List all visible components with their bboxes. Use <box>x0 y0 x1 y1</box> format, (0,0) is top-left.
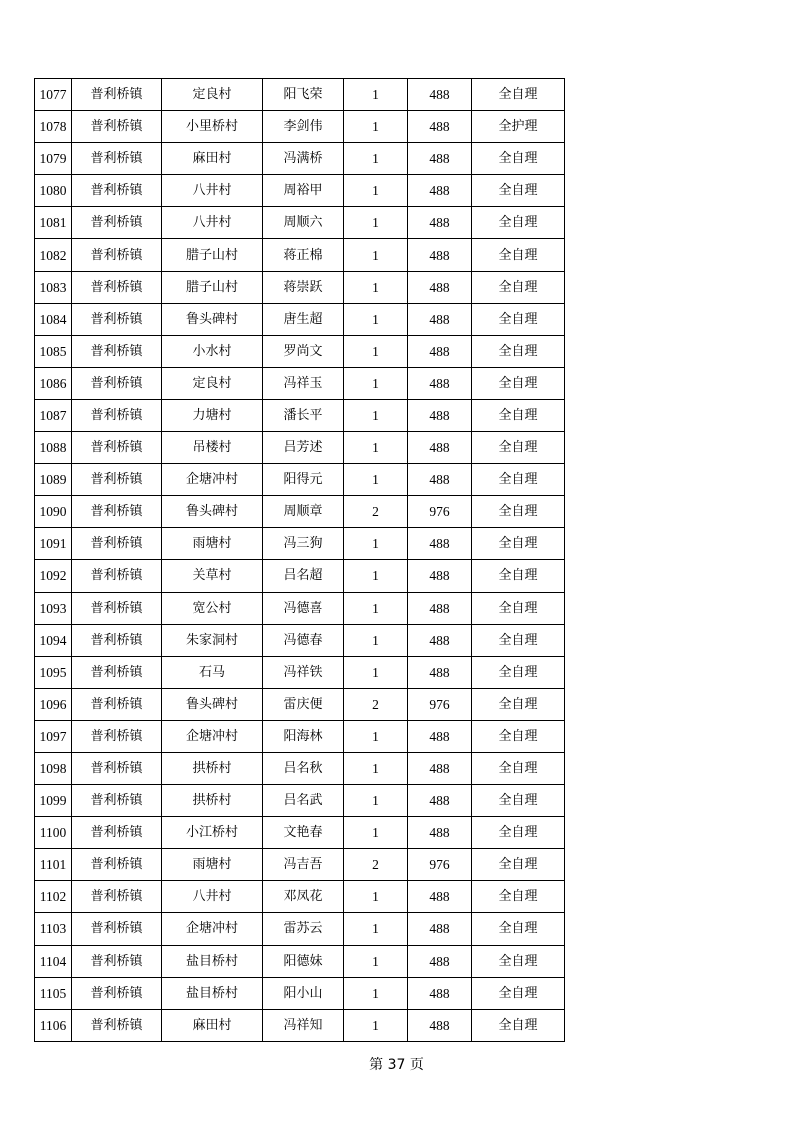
amount-cell: 488 <box>408 335 472 367</box>
care-type-cell: 全自理 <box>472 592 565 624</box>
person-name-cell: 唐生超 <box>263 303 344 335</box>
amount-cell: 488 <box>408 303 472 335</box>
village-cell: 关草村 <box>162 560 263 592</box>
amount-cell: 488 <box>408 624 472 656</box>
village-cell: 鲁头碑村 <box>162 688 263 720</box>
care-type-cell: 全自理 <box>472 207 565 239</box>
table-row <box>35 143 565 175</box>
town-cell: 普利桥镇 <box>72 624 162 656</box>
care-type-cell: 全自理 <box>472 239 565 271</box>
table-row <box>35 303 565 335</box>
row-number: 1103 <box>35 913 72 945</box>
care-type-cell: 全自理 <box>472 752 565 784</box>
count-cell: 1 <box>344 977 408 1009</box>
care-type-cell: 全自理 <box>472 175 565 207</box>
care-type-cell: 全自理 <box>472 785 565 817</box>
care-type-cell: 全自理 <box>472 528 565 560</box>
person-name-cell: 阳小山 <box>263 977 344 1009</box>
amount-cell: 488 <box>408 432 472 464</box>
row-number: 1097 <box>35 720 72 752</box>
amount-cell: 488 <box>408 881 472 913</box>
table-row <box>35 881 565 913</box>
care-type-cell: 全自理 <box>472 367 565 399</box>
row-number: 1098 <box>35 752 72 784</box>
count-cell: 2 <box>344 849 408 881</box>
amount-cell: 488 <box>408 720 472 752</box>
table-row <box>35 207 565 239</box>
row-number: 1106 <box>35 1009 72 1041</box>
table-row <box>35 528 565 560</box>
count-cell: 2 <box>344 496 408 528</box>
table-row <box>35 849 565 881</box>
village-cell: 鲁头碑村 <box>162 303 263 335</box>
table-row <box>35 913 565 945</box>
person-name-cell: 冯祥玉 <box>263 367 344 399</box>
person-name-cell: 李剑伟 <box>263 111 344 143</box>
person-name-cell: 文艳春 <box>263 817 344 849</box>
table-row <box>35 111 565 143</box>
person-name-cell: 冯三狗 <box>263 528 344 560</box>
care-type-cell: 全自理 <box>472 560 565 592</box>
table-row <box>35 175 565 207</box>
amount-cell: 488 <box>408 817 472 849</box>
count-cell: 1 <box>344 817 408 849</box>
row-number: 1096 <box>35 688 72 720</box>
town-cell: 普利桥镇 <box>72 592 162 624</box>
amount-cell: 488 <box>408 464 472 496</box>
row-number: 1080 <box>35 175 72 207</box>
row-number: 1084 <box>35 303 72 335</box>
count-cell: 1 <box>344 592 408 624</box>
person-name-cell: 吕名秋 <box>263 752 344 784</box>
town-cell: 普利桥镇 <box>72 528 162 560</box>
person-name-cell: 阳德妹 <box>263 945 344 977</box>
table-row <box>35 785 565 817</box>
amount-cell: 488 <box>408 239 472 271</box>
row-number: 1083 <box>35 271 72 303</box>
person-name-cell: 雷庆便 <box>263 688 344 720</box>
person-name-cell: 蒋正棉 <box>263 239 344 271</box>
row-number: 1095 <box>35 656 72 688</box>
count-cell: 1 <box>344 720 408 752</box>
count-cell: 1 <box>344 175 408 207</box>
town-cell: 普利桥镇 <box>72 913 162 945</box>
row-number: 1089 <box>35 464 72 496</box>
village-cell: 拱桥村 <box>162 752 263 784</box>
care-type-cell: 全自理 <box>472 656 565 688</box>
amount-cell: 488 <box>408 528 472 560</box>
care-type-cell: 全自理 <box>472 399 565 431</box>
table-row <box>35 624 565 656</box>
person-name-cell: 冯吉吾 <box>263 849 344 881</box>
town-cell: 普利桥镇 <box>72 752 162 784</box>
care-type-cell: 全自理 <box>472 688 565 720</box>
row-number: 1079 <box>35 143 72 175</box>
table-row <box>35 656 565 688</box>
amount-cell: 488 <box>408 592 472 624</box>
town-cell: 普利桥镇 <box>72 303 162 335</box>
care-type-cell: 全自理 <box>472 817 565 849</box>
row-number: 1086 <box>35 367 72 399</box>
person-name-cell: 雷苏云 <box>263 913 344 945</box>
town-cell: 普利桥镇 <box>72 464 162 496</box>
table-row <box>35 432 565 464</box>
person-name-cell: 周裕甲 <box>263 175 344 207</box>
count-cell: 1 <box>344 528 408 560</box>
table-row <box>35 239 565 271</box>
row-number: 1102 <box>35 881 72 913</box>
table-row <box>35 271 565 303</box>
records-table-body <box>35 79 565 1042</box>
count-cell: 1 <box>344 464 408 496</box>
count-cell: 1 <box>344 624 408 656</box>
town-cell: 普利桥镇 <box>72 79 162 111</box>
care-type-cell: 全自理 <box>472 271 565 303</box>
count-cell: 1 <box>344 785 408 817</box>
town-cell: 普利桥镇 <box>72 239 162 271</box>
care-type-cell: 全自理 <box>472 913 565 945</box>
count-cell: 1 <box>344 143 408 175</box>
town-cell: 普利桥镇 <box>72 849 162 881</box>
village-cell: 朱家洞村 <box>162 624 263 656</box>
count-cell: 1 <box>344 881 408 913</box>
village-cell: 小里桥村 <box>162 111 263 143</box>
amount-cell: 488 <box>408 560 472 592</box>
amount-cell: 976 <box>408 849 472 881</box>
row-number: 1087 <box>35 399 72 431</box>
village-cell: 麻田村 <box>162 143 263 175</box>
amount-cell: 488 <box>408 399 472 431</box>
care-type-cell: 全护理 <box>472 111 565 143</box>
care-type-cell: 全自理 <box>472 143 565 175</box>
town-cell: 普利桥镇 <box>72 367 162 399</box>
village-cell: 石马 <box>162 656 263 688</box>
village-cell: 八井村 <box>162 881 263 913</box>
row-number: 1093 <box>35 592 72 624</box>
count-cell: 1 <box>344 945 408 977</box>
amount-cell: 488 <box>408 913 472 945</box>
person-name-cell: 阳海林 <box>263 720 344 752</box>
amount-cell: 488 <box>408 752 472 784</box>
table-row <box>35 817 565 849</box>
care-type-cell: 全自理 <box>472 335 565 367</box>
amount-cell: 488 <box>408 111 472 143</box>
amount-cell: 488 <box>408 207 472 239</box>
person-name-cell: 冯祥知 <box>263 1009 344 1041</box>
count-cell: 1 <box>344 432 408 464</box>
town-cell: 普利桥镇 <box>72 271 162 303</box>
town-cell: 普利桥镇 <box>72 817 162 849</box>
amount-cell: 488 <box>408 656 472 688</box>
amount-cell: 488 <box>408 79 472 111</box>
village-cell: 拱桥村 <box>162 785 263 817</box>
person-name-cell: 周顺章 <box>263 496 344 528</box>
care-type-cell: 全自理 <box>472 303 565 335</box>
table-row <box>35 335 565 367</box>
care-type-cell: 全自理 <box>472 881 565 913</box>
village-cell: 鲁头碑村 <box>162 496 263 528</box>
village-cell: 小江桥村 <box>162 817 263 849</box>
table-row <box>35 945 565 977</box>
table-row <box>35 720 565 752</box>
amount-cell: 488 <box>408 367 472 399</box>
village-cell: 腊子山村 <box>162 239 263 271</box>
row-number: 1100 <box>35 817 72 849</box>
village-cell: 雨塘村 <box>162 849 263 881</box>
count-cell: 1 <box>344 752 408 784</box>
person-name-cell: 阳得元 <box>263 464 344 496</box>
village-cell: 力塘村 <box>162 399 263 431</box>
town-cell: 普利桥镇 <box>72 881 162 913</box>
town-cell: 普利桥镇 <box>72 720 162 752</box>
row-number: 1104 <box>35 945 72 977</box>
village-cell: 八井村 <box>162 175 263 207</box>
person-name-cell: 罗尚文 <box>263 335 344 367</box>
amount-cell: 488 <box>408 175 472 207</box>
town-cell: 普利桥镇 <box>72 399 162 431</box>
care-type-cell: 全自理 <box>472 1009 565 1041</box>
count-cell: 1 <box>344 303 408 335</box>
village-cell: 吊楼村 <box>162 432 263 464</box>
care-type-cell: 全自理 <box>472 624 565 656</box>
table-row <box>35 1009 565 1041</box>
town-cell: 普利桥镇 <box>72 977 162 1009</box>
row-number: 1081 <box>35 207 72 239</box>
count-cell: 1 <box>344 335 408 367</box>
village-cell: 宽公村 <box>162 592 263 624</box>
row-number: 1085 <box>35 335 72 367</box>
table-row <box>35 367 565 399</box>
amount-cell: 488 <box>408 271 472 303</box>
row-number: 1099 <box>35 785 72 817</box>
town-cell: 普利桥镇 <box>72 656 162 688</box>
town-cell: 普利桥镇 <box>72 1009 162 1041</box>
count-cell: 1 <box>344 399 408 431</box>
village-cell: 定良村 <box>162 367 263 399</box>
row-number: 1078 <box>35 111 72 143</box>
town-cell: 普利桥镇 <box>72 945 162 977</box>
person-name-cell: 阳飞荣 <box>263 79 344 111</box>
count-cell: 1 <box>344 1009 408 1041</box>
count-cell: 1 <box>344 207 408 239</box>
table-row <box>35 464 565 496</box>
amount-cell: 488 <box>408 1009 472 1041</box>
person-name-cell: 吕名超 <box>263 560 344 592</box>
amount-cell: 976 <box>408 496 472 528</box>
amount-cell: 488 <box>408 945 472 977</box>
village-cell: 麻田村 <box>162 1009 263 1041</box>
count-cell: 1 <box>344 560 408 592</box>
town-cell: 普利桥镇 <box>72 560 162 592</box>
person-name-cell: 吕芳述 <box>263 432 344 464</box>
row-number: 1101 <box>35 849 72 881</box>
table-row <box>35 752 565 784</box>
count-cell: 1 <box>344 271 408 303</box>
row-number: 1088 <box>35 432 72 464</box>
village-cell: 企塘冲村 <box>162 464 263 496</box>
table-row <box>35 399 565 431</box>
person-name-cell: 冯满桥 <box>263 143 344 175</box>
village-cell: 腊子山村 <box>162 271 263 303</box>
village-cell: 小水村 <box>162 335 263 367</box>
table-row <box>35 79 565 111</box>
town-cell: 普利桥镇 <box>72 207 162 239</box>
person-name-cell: 冯德春 <box>263 624 344 656</box>
page-number: 第 37 页 <box>369 1057 424 1073</box>
village-cell: 企塘冲村 <box>162 720 263 752</box>
town-cell: 普利桥镇 <box>72 111 162 143</box>
care-type-cell: 全自理 <box>472 977 565 1009</box>
person-name-cell: 吕名武 <box>263 785 344 817</box>
row-number: 1082 <box>35 239 72 271</box>
town-cell: 普利桥镇 <box>72 432 162 464</box>
table-row <box>35 496 565 528</box>
care-type-cell: 全自理 <box>472 720 565 752</box>
town-cell: 普利桥镇 <box>72 335 162 367</box>
count-cell: 2 <box>344 688 408 720</box>
care-type-cell: 全自理 <box>472 432 565 464</box>
person-name-cell: 冯德喜 <box>263 592 344 624</box>
row-number: 1091 <box>35 528 72 560</box>
person-name-cell: 周顺六 <box>263 207 344 239</box>
count-cell: 1 <box>344 111 408 143</box>
town-cell: 普利桥镇 <box>72 785 162 817</box>
table-row <box>35 977 565 1009</box>
row-number: 1077 <box>35 79 72 111</box>
amount-cell: 488 <box>408 785 472 817</box>
table-row <box>35 560 565 592</box>
town-cell: 普利桥镇 <box>72 688 162 720</box>
amount-cell: 488 <box>408 977 472 1009</box>
village-cell: 盐目桥村 <box>162 977 263 1009</box>
amount-cell: 488 <box>408 143 472 175</box>
count-cell: 1 <box>344 656 408 688</box>
town-cell: 普利桥镇 <box>72 143 162 175</box>
village-cell: 八井村 <box>162 207 263 239</box>
village-cell: 定良村 <box>162 79 263 111</box>
table-row <box>35 688 565 720</box>
row-number: 1092 <box>35 560 72 592</box>
care-type-cell: 全自理 <box>472 496 565 528</box>
count-cell: 1 <box>344 913 408 945</box>
village-cell: 雨塘村 <box>162 528 263 560</box>
care-type-cell: 全自理 <box>472 464 565 496</box>
care-type-cell: 全自理 <box>472 849 565 881</box>
amount-cell: 976 <box>408 688 472 720</box>
village-cell: 企塘冲村 <box>162 913 263 945</box>
person-name-cell: 潘长平 <box>263 399 344 431</box>
care-type-cell: 全自理 <box>472 79 565 111</box>
records-table <box>34 78 565 1042</box>
town-cell: 普利桥镇 <box>72 496 162 528</box>
person-name-cell: 蒋崇跃 <box>263 271 344 303</box>
count-cell: 1 <box>344 367 408 399</box>
person-name-cell: 冯祥铁 <box>263 656 344 688</box>
care-type-cell: 全自理 <box>472 945 565 977</box>
row-number: 1090 <box>35 496 72 528</box>
count-cell: 1 <box>344 239 408 271</box>
row-number: 1094 <box>35 624 72 656</box>
table-row <box>35 592 565 624</box>
person-name-cell: 邓凤花 <box>263 881 344 913</box>
row-number: 1105 <box>35 977 72 1009</box>
town-cell: 普利桥镇 <box>72 175 162 207</box>
count-cell: 1 <box>344 79 408 111</box>
village-cell: 盐目桥村 <box>162 945 263 977</box>
